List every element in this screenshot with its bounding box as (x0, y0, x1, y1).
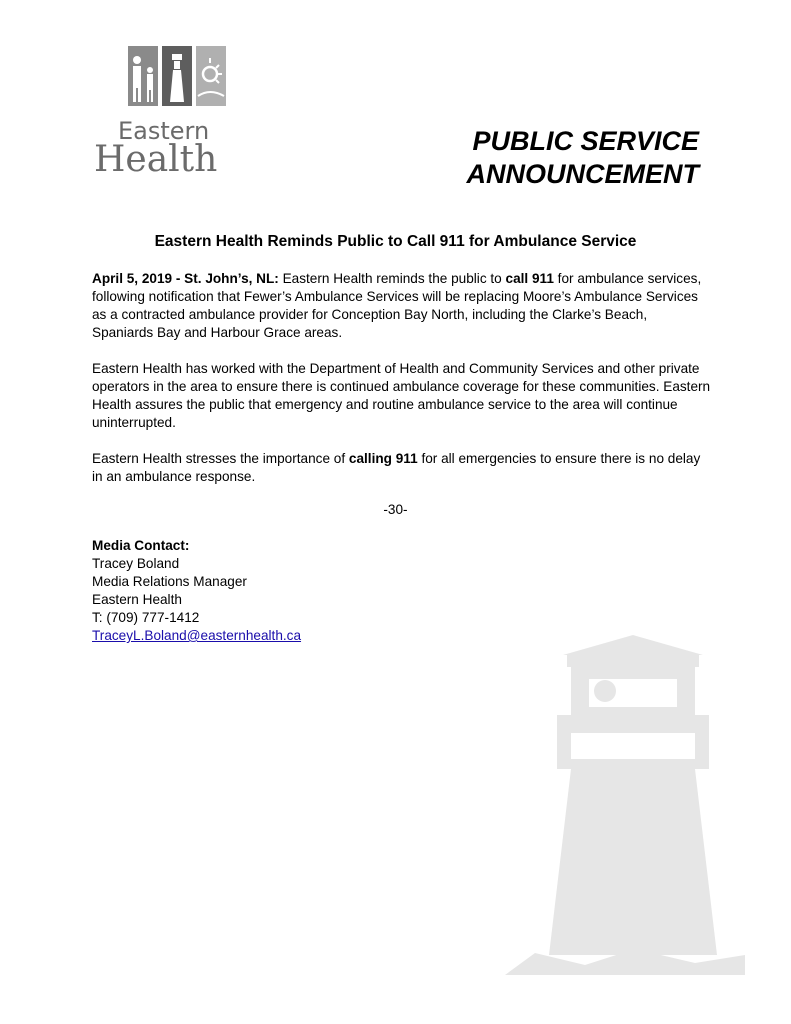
logo-wordmark-health: Health (94, 139, 218, 180)
logo-wordmark-eastern: Eastern (118, 117, 210, 145)
announcement-title-line2: ANNOUNCEMENT (466, 159, 699, 189)
paragraph-3-text-a: Eastern Health stresses the importance of (92, 451, 349, 466)
announcement-title-line1: PUBLIC SERVICE (472, 126, 699, 156)
announcement-title (467, 125, 700, 191)
paragraph-3-text-b: for all emergencies to ensure there is no delay in an ambulance response. (92, 451, 701, 484)
media-contact (92, 537, 301, 645)
media-contact-label: Media Contact: (92, 538, 190, 553)
lighthouse-watermark-icon (505, 635, 745, 975)
dateline: April 5, 2019 - St. John’s, NL: (92, 271, 279, 286)
contact-org: Eastern Health (92, 592, 182, 607)
paragraph-1-bold: call 911 (505, 271, 554, 286)
paragraph-2: Eastern Health has worked with the Department of Health and Community Services and other private operators in the area to ensure there is continued ambulance coverage for these communities. Eastern Health assures the public that emergency and routine ambulance service to the area will continue uninterrupted. (92, 361, 711, 430)
contact-email-link[interactable]: TraceyL.Boland@easternhealth.ca (92, 628, 302, 643)
paragraph-3-bold: calling 911 (348, 451, 418, 466)
headline: Eastern Health Reminds Public to Call 911 for Ambulance Service (154, 233, 637, 250)
contact-name: Tracey Boland (92, 556, 180, 571)
paragraph-1-text-b: for ambulance services, following notification that Fewer’s Ambulance Services will be replacing Moore’s Ambulance Services as a contracted ambulance provider for Conception Bay North, including the Clarke’s Beach, Spaniards Bay and Harbour Grace areas. (92, 271, 702, 340)
paragraph-1-text-a: Eastern Health reminds the public to (278, 271, 506, 286)
contact-title: Media Relations Manager (92, 574, 247, 589)
paragraph-3 (92, 450, 712, 486)
end-mark: -30- (383, 502, 408, 517)
paragraph-1 (92, 270, 712, 342)
press-release-body (92, 270, 712, 504)
contact-phone: T: (709) 777-1412 (92, 610, 200, 625)
